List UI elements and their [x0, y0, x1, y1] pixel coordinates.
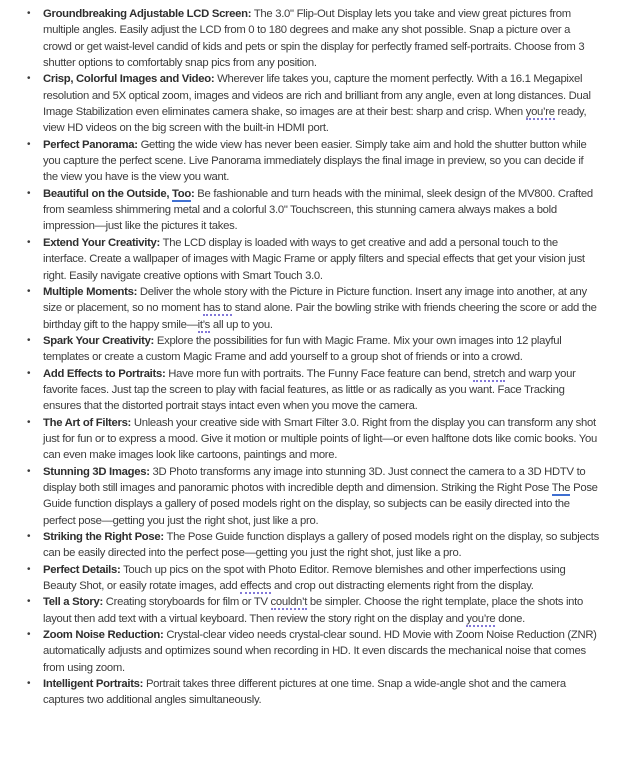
- spellcheck-flagged-text: you’re: [525, 106, 555, 119]
- feature-title: Spark Your Creativity:: [43, 334, 155, 347]
- feature-body-text: Crystal-clear video needs crystal-clear sound. HD Movie with Zoom Noise Reduction (ZNR) automatically adjusts and optimizes sound when recording in HD. It even discards the mechanical noise that comes from using zoom.: [43, 629, 597, 674]
- bullet-item: [26, 71, 599, 136]
- bullet-marker: •: [27, 285, 31, 297]
- feature-body-text: Portrait takes three different pictures at one time. Snap a wide-angle shot and the camera captures two additional angles simultaneously.: [43, 678, 566, 707]
- feature-body-text: Deliver the whole story with the Picture in Picture function. Insert any image into another, at any size or placement, so no moment: [43, 285, 587, 315]
- feature-title: Beautiful on the Outside,: [43, 187, 173, 200]
- bullet-marker: •: [27, 367, 31, 379]
- feature-title: Striking the Right Pose:: [43, 531, 164, 543]
- bullet-marker: •: [27, 416, 31, 428]
- bullet-marker: •: [27, 678, 31, 690]
- bullet-marker: •: [27, 596, 31, 608]
- bullet-marker: •: [27, 465, 31, 477]
- bullet-marker: •: [27, 531, 31, 542]
- spellcheck-flagged-text: it’s: [197, 318, 211, 331]
- bullet-item: [26, 415, 599, 464]
- bullet-item: [26, 284, 599, 333]
- feature-title: Intelligent Portraits:: [43, 678, 144, 691]
- spellcheck-flagged-text: you’re: [466, 612, 496, 625]
- spellcheck-flagged-text: couldn’t: [270, 596, 308, 609]
- spellcheck-flagged-text: stretch: [473, 367, 505, 380]
- bullet-marker: •: [27, 138, 31, 150]
- bullet-marker: •: [27, 187, 31, 199]
- feature-body-text: The 3.0" Flip-Out Display lets you take and view great pictures from multiple angles. Easily adjust the LCD from 0 to 180 degrees and make any shot possible. Snap a picture over a crowd or get waist-level candid of kids and pets or spin the display for perfectly framed self-portraits. Choose from 3 shutter options to comfortably snap pics from any position.: [43, 8, 585, 70]
- grammar-flagged-text: Too: [172, 187, 191, 200]
- bullet-item: [26, 333, 599, 366]
- bullet-item: [26, 464, 599, 529]
- feature-body-text: The LCD display is loaded with ways to get creative and add a personal touch to the interface. Create a wallpaper of images with Magic Frame or apply filters and special effects that get your vision just right. Easily navigate creative options with Smart Touch 3.0.: [43, 236, 585, 282]
- feature-title: Multiple Moments:: [43, 285, 138, 298]
- feature-title: Add Effects to Portraits:: [43, 367, 166, 380]
- feature-body-text: Getting the wide view has never been easier. Simply take aim and hold the shutter button while you capture the perfect scene. Live Panorama immediately displays the final image in preview, so you can decide if the view you have is the view you want.: [43, 138, 587, 184]
- feature-title: Zoom Noise Reduction:: [43, 629, 164, 642]
- feature-title: Extend Your Creativity:: [43, 236, 160, 249]
- feature-body-text: Have more fun with portraits. The Funny Face feature can bend,: [165, 367, 474, 380]
- feature-title: The Art of Filters:: [43, 416, 132, 429]
- feature-title: Groundbreaking Adjustable LCD Screen:: [43, 8, 252, 20]
- feature-bullet-list: [26, 6, 599, 709]
- feature-body-text: Touch up pics on the spot with Photo Editor. Remove blemishes and other imperfections using Beauty Shot, or easily rotate images, add: [43, 563, 566, 593]
- feature-body-text: The Pose Guide function displays a gallery of posed models right on the display, so subjects can be easily directed into the perfect pose—getting you just the right shot, just like a pro.: [43, 531, 599, 560]
- bullet-item: [26, 235, 599, 284]
- feature-body-text: Creating storyboards for film or TV: [102, 596, 271, 609]
- feature-body-text: 3D Photo transforms any image into stunning 3D. Just connect the camera to a 3D HDTV to display both still images and panoramic photos with incredible depth and dimension. Striking the Right Pose: [43, 465, 586, 494]
- bullet-item: [26, 366, 599, 415]
- bullet-marker: •: [27, 563, 31, 575]
- feature-body-text: stand alone. Pair the bowling strike with friends cheering the score or add the birthday gift to the happy smile—: [43, 302, 597, 331]
- feature-body-text: Be fashionable and turn heads with the minimal, sleek design of the MV800. Crafted from seamless shimmering metal and a colorful 3.0" Touchscreen, this stunning camera always makes a bold impression—just like the pictures it takes.: [43, 187, 593, 233]
- bullet-item: [26, 186, 599, 235]
- feature-body-text: and crop out distracting elements right from the display.: [271, 580, 534, 593]
- bullet-item: [26, 137, 599, 186]
- feature-body-text: and warp your favorite faces. Just tap the screen to play with facial features, as little or as radically as you want. Face Tracking ensures that the distorted portrait stays intact even when you move the camera.: [43, 367, 576, 413]
- feature-body-text: Pose Guide function displays a gallery of posed models right on the display, so subjects can be easily directed into the perfect pose—getting you just the right shot, just like a pro.: [43, 481, 598, 527]
- bullet-marker: •: [27, 73, 31, 85]
- feature-body-text: be simpler. Choose the right template, place the shots into layout then add text with a virtual keyboard. Then review the story right on the display and: [43, 596, 583, 625]
- bullet-marker: •: [27, 334, 31, 346]
- feature-title: Stunning 3D Images:: [43, 465, 150, 478]
- bullet-item: [26, 6, 599, 71]
- feature-body-text: Unleash your creative side with Smart Filter 3.0. Right from the display you can transform any shot just for fun or to express a mood. Give it motion or multiple points of light—or even halftone dots like comic books. You can even make images look like cartoons, paintings and more.: [43, 416, 597, 462]
- bullet-item: [26, 562, 599, 595]
- feature-body-text: done.: [495, 612, 525, 625]
- feature-title: Perfect Panorama:: [43, 138, 138, 151]
- spellcheck-flagged-text: effects: [240, 580, 272, 593]
- feature-body-text: all up to you.: [210, 318, 273, 331]
- bullet-marker: •: [27, 8, 31, 19]
- feature-body-text: ready, view HD videos on the big screen with the built-in HDMI port.: [43, 106, 587, 135]
- bullet-item: [26, 594, 599, 627]
- feature-title: Crisp, Colorful Images and Video:: [43, 73, 215, 86]
- bullet-item: [26, 627, 599, 676]
- grammar-flagged-text: The: [551, 481, 571, 494]
- bullet-item: [26, 676, 599, 709]
- bullet-marker: •: [27, 236, 31, 248]
- feature-body-text: Explore the possibilities for fun with Magic Frame. Mix your own images into 12 playful templates or create a custom Magic Frame and add yourself to a group shot of friends or into a crowd.: [43, 334, 562, 364]
- bullet-item: [26, 529, 599, 562]
- bullet-marker: •: [27, 629, 31, 641]
- feature-title: Perfect Details:: [43, 563, 121, 576]
- feature-title: Tell a Story:: [43, 596, 103, 609]
- feature-title: :: [191, 187, 195, 200]
- feature-body-text: Wherever life takes you, capture the moment perfectly. With a 16.1 Megapixel resolution and 5X optical zoom, images and videos are rich and brilliant from any angle, even at long distances. Dual Image Stabilization even eliminates camera shake, so images are at their best: sharp and crisp. When: [43, 73, 591, 119]
- spellcheck-flagged-text: has to: [202, 302, 232, 315]
